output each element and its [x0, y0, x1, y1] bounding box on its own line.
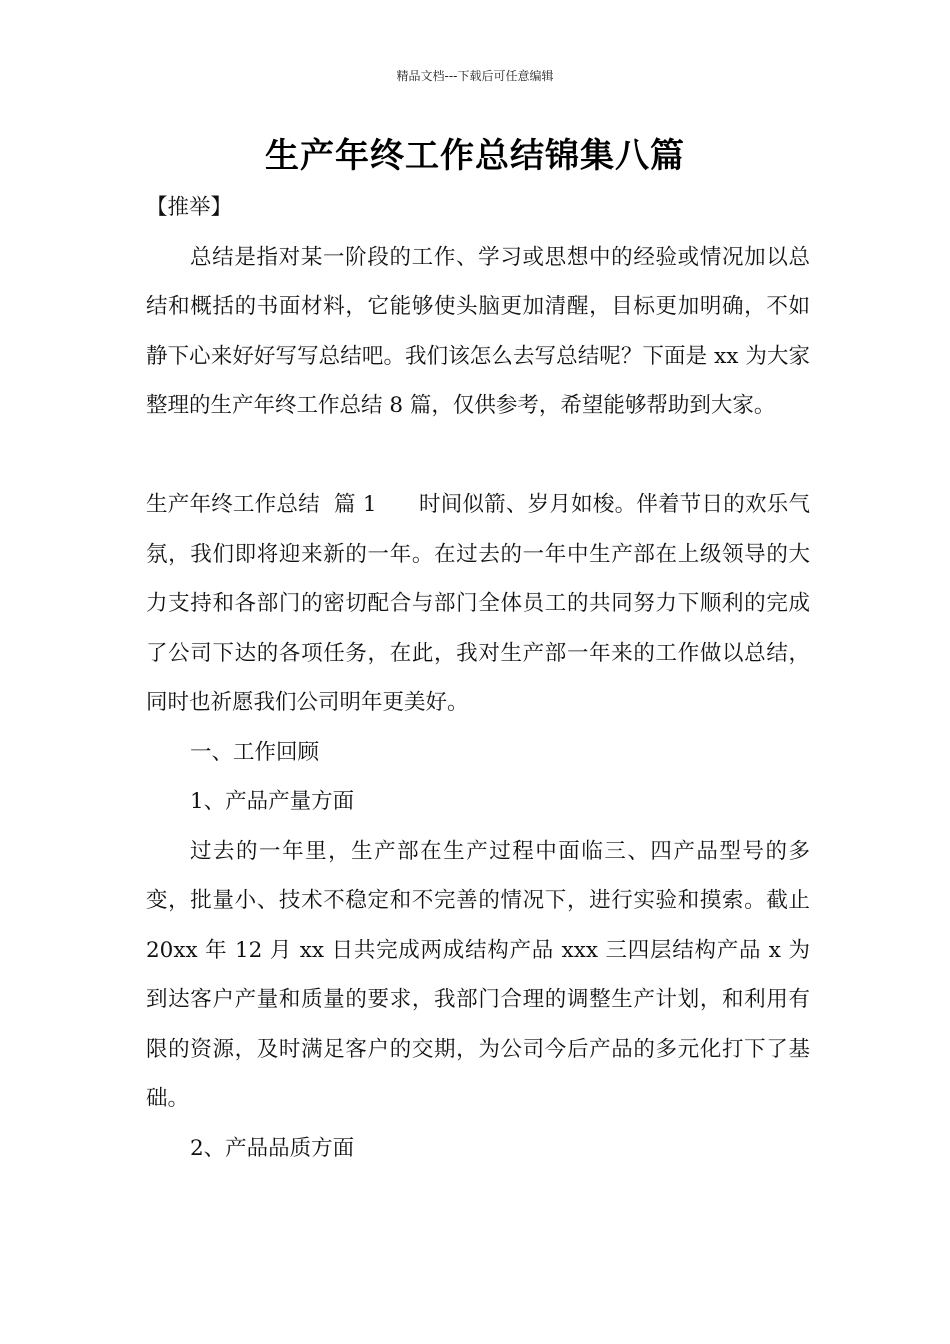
document-body [146, 183, 810, 1173]
page-header: 精品文档---下载后可任意编辑 [396, 69, 554, 83]
review-heading: 一、工作回顾 [190, 739, 320, 765]
section-1-heading: 生产年终工作总结 篇 1 [146, 492, 377, 517]
item-1-heading: 1、产品产量方面 [190, 789, 355, 814]
document-title: 生产年终工作总结锦集八篇 [265, 136, 685, 176]
recommend-tag: 【推举】 [146, 195, 233, 220]
section-1-paragraph [146, 480, 810, 728]
section-1-spacer [377, 492, 419, 517]
section-1-text: 时间似箭、岁月如梭。伴着节日的欢乐气氛，我们即将迎来新的一年。在过去的一年中生产部在上级领导的大力支持和各部门的密切配合与部门全体员工的共同努力下顺利的完成了公司下达的各项任务，在此，我对生产部一年来的工作做以总结，同时也祈愿我们公司明年更美好。 [146, 492, 810, 715]
intro-paragraph: 总结是指对某一阶段的工作、学习或思想中的经验或情况加以总结和概括的书面材料，它能够使头脑更加清醒，目标更加明确，不如静下心来好好写写总结吧。我们该怎么去写总结呢？下面是 xx 为大家整理的生产年终工作总结 8 篇，仅供参考，希望能够帮助到大家。 [146, 244, 810, 418]
item-2-heading: 2、产品品质方面 [190, 1135, 355, 1161]
paragraph-gap [146, 431, 810, 481]
item-1-paragraph: 过去的一年里，生产部在生产过程中面临三、四产品型号的多变，批量小、技术不稳定和不完善的情况下，进行实验和摸索。截止 20xx 年 12 月 xx 日共完成两成结构产品 xxx 三四层结构产品 x 为到达客户产量和质量的要求，我部门合理的调整生产计划，和利用有限的资源，及时满足客户的交期，为公司今后产品的多元化打下了基础。 [146, 838, 810, 1111]
